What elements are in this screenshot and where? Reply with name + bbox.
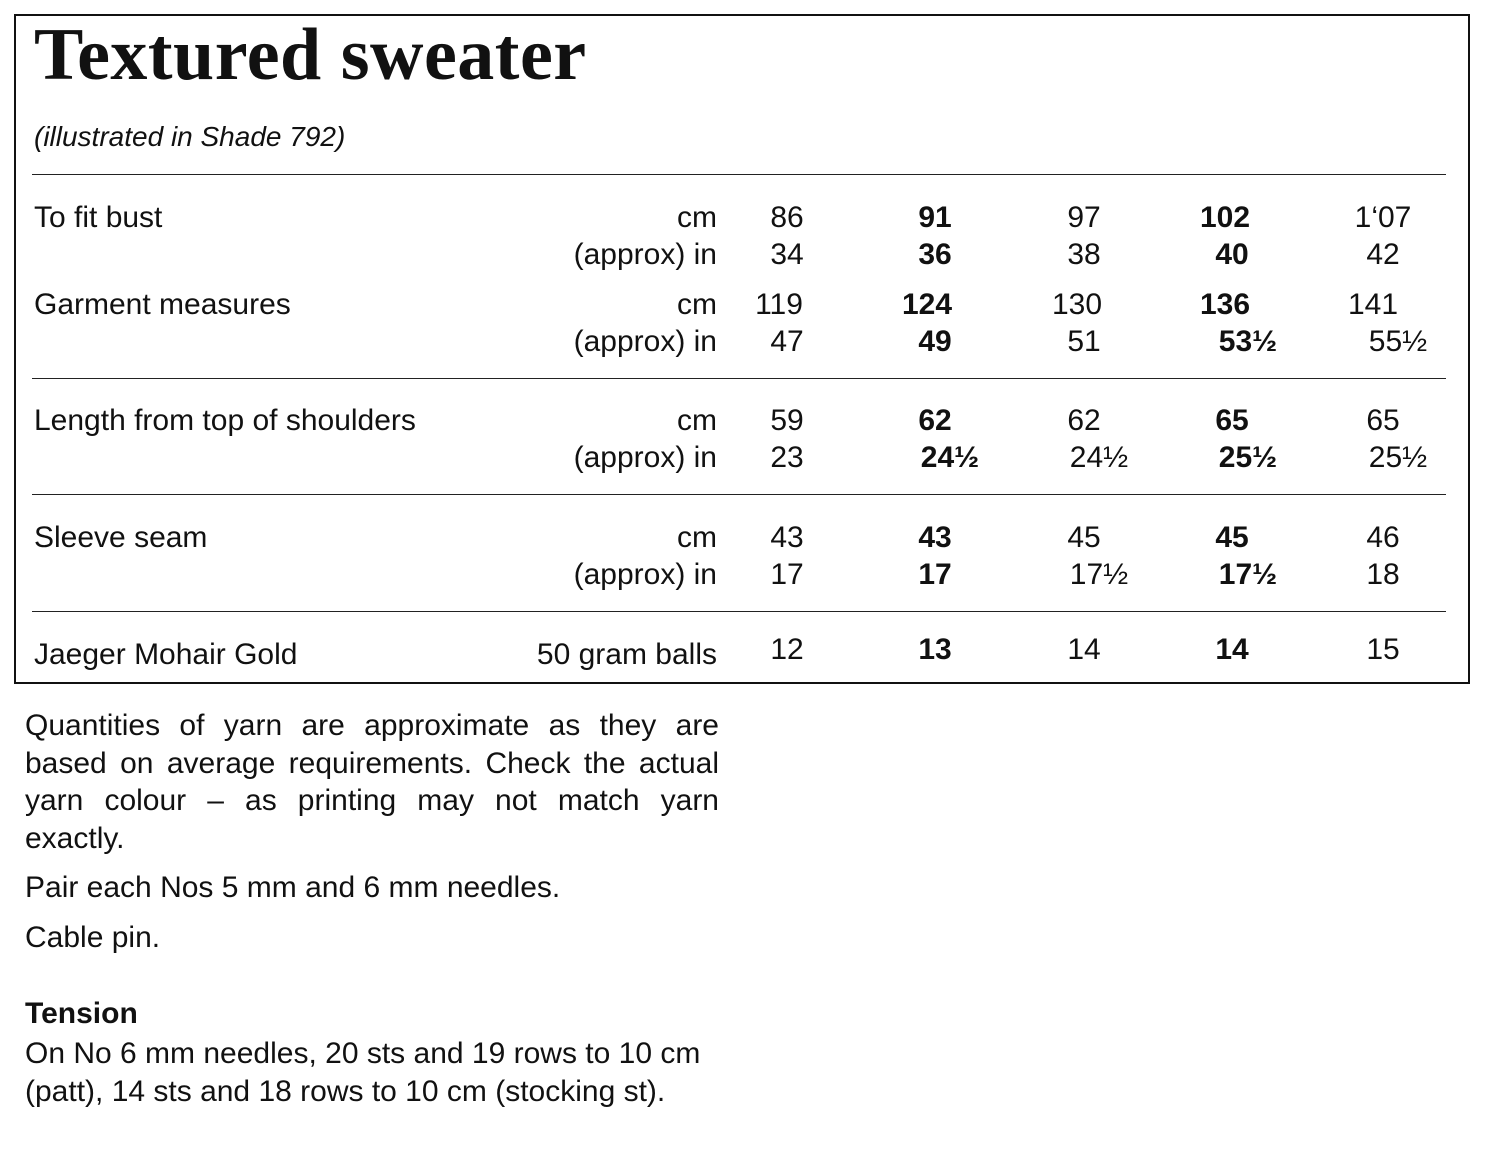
divider	[32, 174, 1446, 175]
size-value: 65	[1366, 404, 1400, 437]
size-value: 47	[770, 325, 804, 358]
size-value: 86	[770, 201, 804, 234]
size-value: 45	[1067, 521, 1101, 554]
size-value: 43	[770, 521, 804, 554]
size-value: 59	[770, 404, 804, 437]
row-label: Jaeger Mohair Gold	[34, 638, 298, 671]
size-value: 40	[1215, 238, 1249, 271]
size-value: 17	[918, 558, 952, 591]
row-label: Garment measures	[34, 288, 291, 321]
row-label: Length from top of shoulders	[34, 404, 416, 437]
size-value: 25½	[1218, 441, 1278, 474]
size-value: 55½	[1368, 325, 1428, 358]
row-label: To fit bust	[34, 201, 163, 234]
size-value: 141	[1347, 288, 1399, 321]
row-unit: (approx) in	[573, 238, 717, 271]
size-value: 42	[1366, 238, 1400, 271]
size-value: 91	[918, 201, 952, 234]
row-unit: (approx) in	[573, 325, 717, 358]
row-unit: cm	[677, 404, 717, 437]
size-value: 18	[1366, 558, 1400, 591]
size-value: 62	[1067, 404, 1101, 437]
size-value: 23	[770, 441, 804, 474]
row-label: Sleeve seam	[34, 521, 208, 554]
row-unit: 50 gram balls	[536, 638, 717, 671]
divider	[32, 611, 1446, 612]
size-value: 130	[1051, 288, 1103, 321]
size-value: 24½	[920, 441, 980, 474]
size-value: 124	[901, 288, 953, 321]
size-value: 24½	[1069, 441, 1129, 474]
size-value: 43	[918, 521, 952, 554]
quantities-note: Quantities of yarn are approximate as they are based on average requirements. Check the actual yarn colour – as printing may not match yarn exactly.	[25, 709, 719, 855]
size-value: 17	[770, 558, 804, 591]
size-value: 62	[918, 404, 952, 437]
tension-heading: Tension	[25, 997, 138, 1030]
size-value: 102	[1199, 201, 1251, 234]
row-unit: cm	[677, 521, 717, 554]
size-value: 34	[770, 238, 804, 271]
divider	[32, 494, 1446, 495]
size-value: 97	[1067, 201, 1101, 234]
size-value: 17½	[1218, 558, 1278, 591]
size-value: 14	[1215, 633, 1249, 666]
row-unit: (approx) in	[573, 558, 717, 591]
size-value: 36	[918, 238, 952, 271]
size-value: 65	[1215, 404, 1249, 437]
size-value: 49	[918, 325, 952, 358]
size-value: 136	[1199, 288, 1251, 321]
size-value: 46	[1366, 521, 1400, 554]
row-unit: (approx) in	[573, 441, 717, 474]
page-title: Textured sweater	[34, 14, 587, 96]
row-unit: cm	[677, 201, 717, 234]
size-value: 45	[1215, 521, 1249, 554]
size-value: 17½	[1069, 558, 1129, 591]
size-value: 13	[918, 633, 952, 666]
divider	[32, 378, 1446, 379]
size-value: 15	[1366, 633, 1400, 666]
size-value: 25½	[1368, 441, 1428, 474]
size-value: 51	[1067, 325, 1101, 358]
size-value: 12	[770, 633, 804, 666]
subtitle: (illustrated in Shade 792)	[34, 121, 346, 152]
needles-note: Pair each Nos 5 mm and 6 mm needles.	[25, 871, 561, 904]
cable-note: Cable pin.	[25, 921, 161, 954]
size-value: 14	[1067, 633, 1101, 666]
size-value: 53½	[1218, 325, 1278, 358]
tension-text: On No 6 mm needles, 20 sts and 19 rows to 10 cm (patt), 14 sts and 18 rows to 10 cm (stocking st).	[25, 1037, 701, 1108]
size-value: 119	[755, 288, 803, 321]
row-unit: cm	[677, 288, 717, 321]
size-value: 38	[1067, 238, 1101, 271]
size-value: 1‘07	[1354, 201, 1412, 234]
